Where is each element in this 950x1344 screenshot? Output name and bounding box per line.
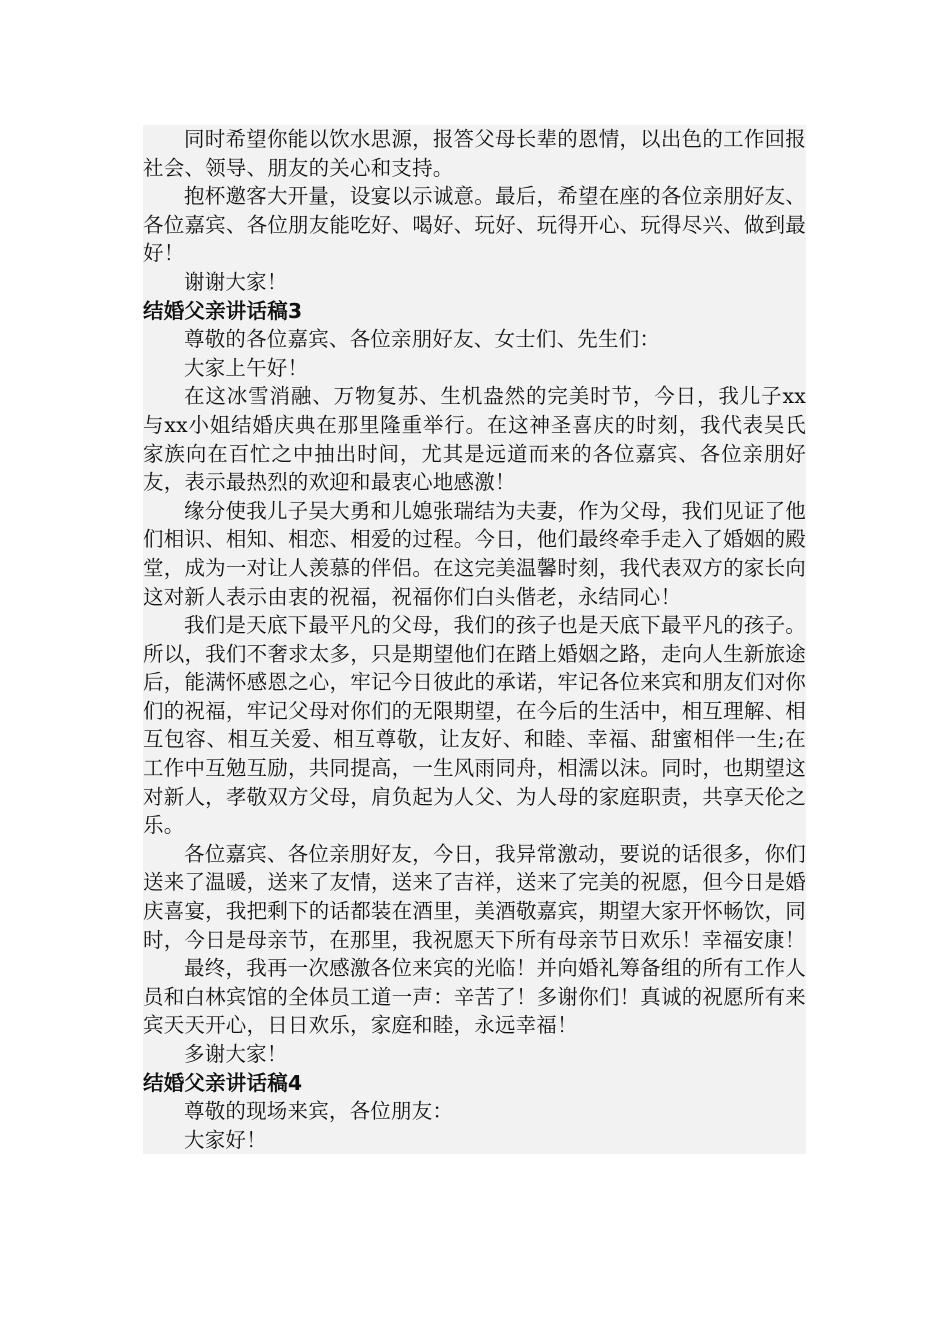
paragraph: 在这冰雪消融、万物复苏、生机盎然的完美时节，今日，我儿子xx与xx小姐结婚庆典在那里隆重举行。在这神圣喜庆的时刻，我代表吴氏家族向在百忙之中抽出时间，尤其是远道而来的各位嘉宾、各位亲朋好友，表示最热烈的欢迎和最衷心地感激！ — [143, 384, 806, 495]
paragraph: 各位嘉宾、各位亲朋好友，今日，我异常激动，要说的话很多，你们送来了温暖，送来了友情，送来了吉祥，送来了完美的祝愿，但今日是婚庆喜宴，我把剩下的话都装在酒里，美酒敬嘉宾，期望大家开怀畅饮，同时，今日是母亲节，在那里，我祝愿天下所有母亲节日欢乐！幸福安康！ — [143, 841, 806, 952]
paragraph: 谢谢大家！ — [184, 269, 288, 294]
paragraph: 大家好！ — [184, 1127, 267, 1152]
paragraph: 最终，我再一次感激各位来宾的光临！并向婚礼筹备组的所有工作人员和白林宾馆的全体员工道一声：辛苦了！多谢你们！真诚的祝愿所有来宾天天开心，日日欢乐，家庭和睦，永远幸福！ — [143, 956, 806, 1038]
paragraph: 抱杯邀客大开量，设宴以示诚意。最后，希望在座的各位亲朋好友、各位嘉宾、各位朋友能吃好、喝好、玩好、玩得开心、玩得尽兴、做到最好！ — [143, 184, 806, 266]
paragraph: 我们是天底下最平凡的父母，我们的孩子也是天底下最平凡的孩子。所以，我们不奢求太多，只是期望他们在踏上婚姻之路，走向人生新旅途后，能满怀感恩之心，牢记今日彼此的承诺，牢记各位来宾和朋友们对你们的祝福，牢记父母对你们的无限期望，在今后的生活中，相互理解、相互包容、相互关爱、相互尊敬，让友好、和睦、幸福、甜蜜相伴一生;在工作中互勉互励，共同提高，一生风雨同舟，相濡以沫。同时，也期望这对新人，孝敬双方父母，肩负起为人父、为人母的家庭职责，共享天伦之乐。 — [143, 613, 806, 838]
section-heading: 结婚父亲讲话稿3 — [143, 298, 303, 323]
paragraph: 尊敬的各位嘉宾、各位亲朋好友、女士们、先生们： — [184, 327, 661, 352]
document-body — [143, 125, 806, 1154]
paragraph: 尊敬的现场来宾，各位朋友： — [184, 1099, 454, 1124]
paragraph: 多谢大家！ — [184, 1042, 288, 1066]
paragraph: 缘分使我儿子吴大勇和儿媳张瑞结为夫妻，作为父母，我们见证了他们相识、相知、相恋、相爱的过程。今日，他们最终牵手走入了婚姻的殿堂，成为一对让人羡慕的伴侣。在这完美温馨时刻，我代表双方的家长向这对新人表示由衷的祝福，祝福你们白头偕老，永结同心！ — [143, 498, 806, 609]
paragraph: 大家上午好！ — [184, 355, 309, 380]
paragraph: 同时希望你能以饮水思源，报答父母长辈的恩情，以出色的工作回报社会、领导、朋友的关心和支持。 — [143, 127, 806, 180]
section-heading: 结婚父亲讲话稿4 — [143, 1070, 303, 1095]
